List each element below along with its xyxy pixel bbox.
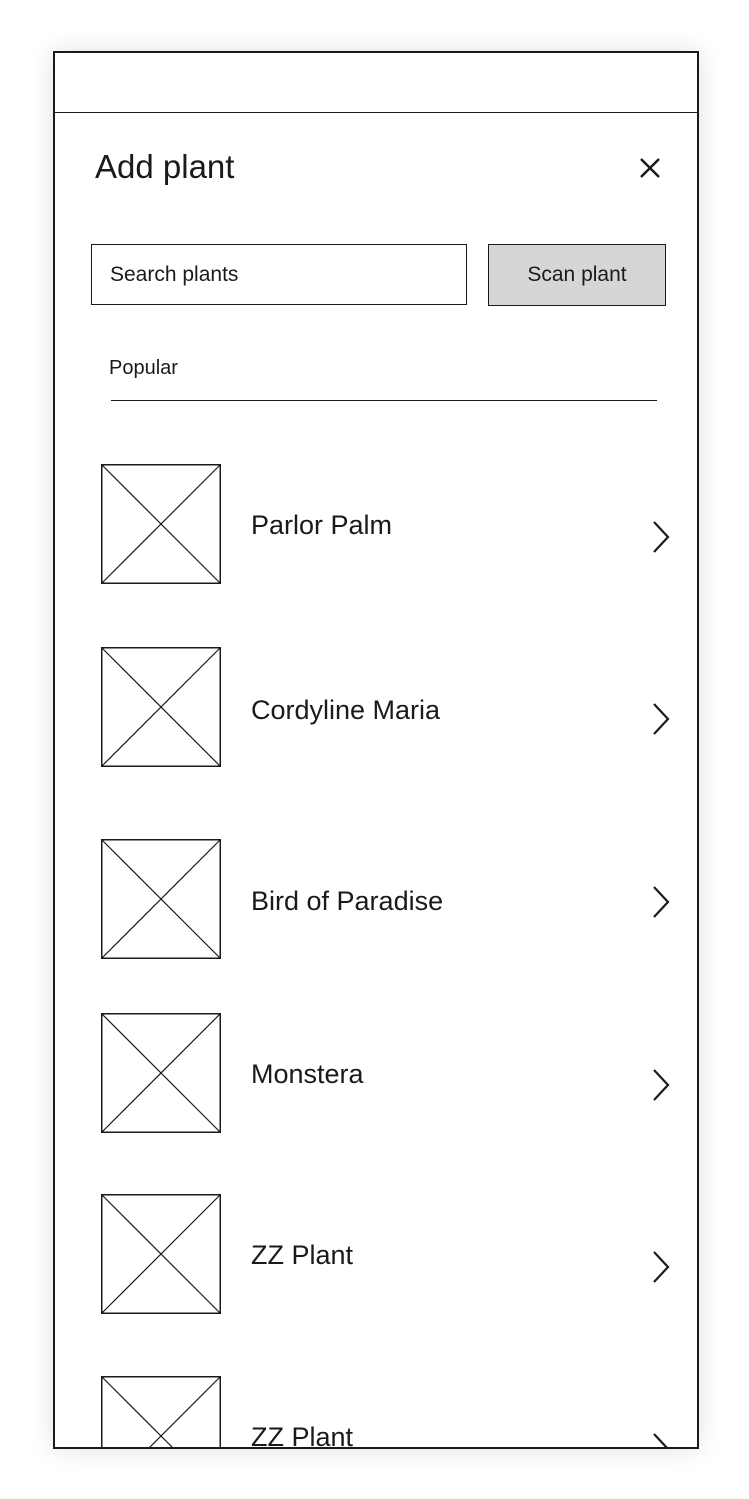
chevron-right-icon xyxy=(651,1250,671,1284)
plant-name: ZZ Plant xyxy=(251,1240,354,1270)
scan-plant-button[interactable]: Scan plant xyxy=(488,244,666,306)
plant-list-item[interactable] xyxy=(101,464,671,586)
add-plant-panel xyxy=(53,51,699,1449)
page-title: Add plant xyxy=(95,148,235,185)
chevron-right-icon xyxy=(651,520,671,554)
plant-name: Parlor Palm xyxy=(251,510,393,540)
plant-list-item[interactable] xyxy=(101,1013,671,1135)
status-bar xyxy=(55,53,697,113)
chevron-right-icon xyxy=(651,1432,671,1449)
plant-name: Monstera xyxy=(251,1059,364,1089)
plant-name: ZZ Plant xyxy=(251,1422,354,1449)
plant-list-item[interactable] xyxy=(101,647,671,769)
close-button[interactable] xyxy=(635,153,665,183)
image-placeholder-icon xyxy=(101,1376,221,1449)
plant-list-item[interactable] xyxy=(101,1194,671,1316)
search-input[interactable] xyxy=(91,244,467,305)
chevron-right-icon xyxy=(651,885,671,919)
plant-list-item[interactable] xyxy=(101,1376,671,1449)
close-icon xyxy=(635,153,665,183)
image-placeholder-icon xyxy=(101,839,221,959)
chevron-right-icon xyxy=(651,702,671,736)
plant-list-item[interactable] xyxy=(101,839,671,961)
image-placeholder-icon xyxy=(101,647,221,767)
image-placeholder-icon xyxy=(101,1013,221,1133)
plant-name: Bird of Paradise xyxy=(251,886,444,916)
plant-name: Cordyline Maria xyxy=(251,695,441,725)
image-placeholder-icon xyxy=(101,464,221,584)
section-divider xyxy=(111,400,657,401)
image-placeholder-icon xyxy=(101,1194,221,1314)
section-label: Popular xyxy=(109,357,178,379)
chevron-right-icon xyxy=(651,1068,671,1102)
